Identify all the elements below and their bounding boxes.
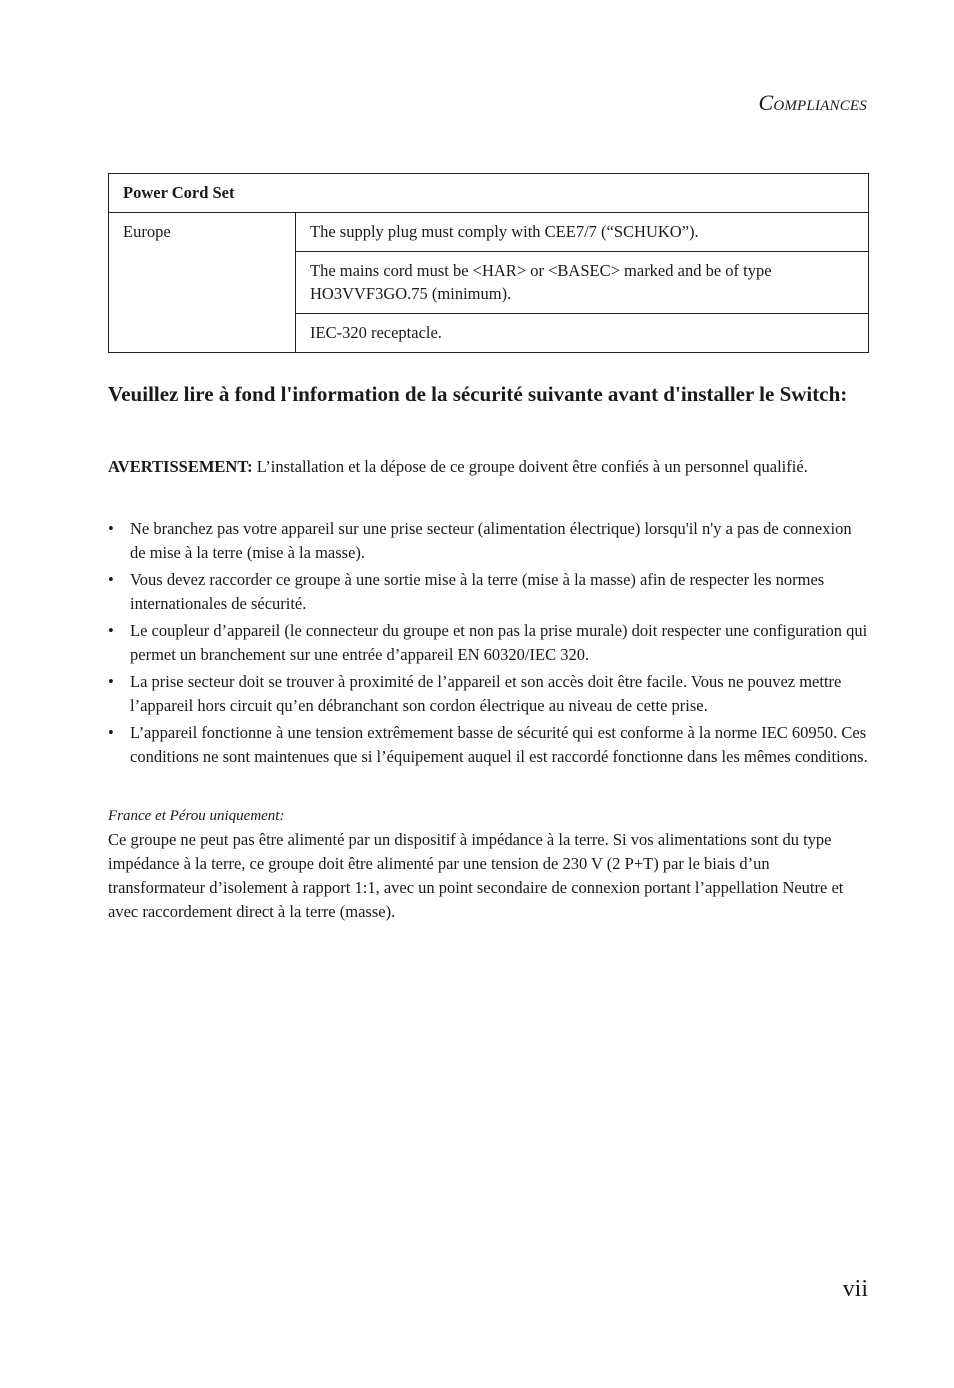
bullet-icon: • bbox=[108, 723, 114, 742]
bullet-icon: • bbox=[108, 672, 114, 691]
list-item-text: Vous devez raccorder ce groupe à une sortie mise à la terre (mise à la masse) afin de respecter les normes internationales de sécurité. bbox=[130, 570, 825, 613]
safety-heading: Veuillez lire à fond l'information de la sécurité suivante avant d'installer le Switch: bbox=[108, 382, 848, 406]
france-peru-label: France et Pérou uniquement: bbox=[108, 808, 285, 824]
safety-bullet-list bbox=[108, 517, 870, 772]
list-item-text: Ne branchez pas votre appareil sur une prise secteur (alimentation électrique) lorsqu'il n'y a pas de connexion de mise à la terre (mise à la masse). bbox=[130, 519, 852, 562]
france-peru-paragraph: Ce groupe ne peut pas être alimenté par un dispositif à impédance à la terre. Si vos alimentations sont du type impédance à la terre, ce groupe doit être alimenté par une tension de 230 V (2 P+T) par le biais d’un transformateur d’isolement à rapport 1:1, avec un point secondaire de connexion portant l’appellation Neutre et avec raccordement direct à la terre (masse). bbox=[108, 830, 844, 921]
requirement-cell: IEC-320 receptacle. bbox=[296, 314, 869, 353]
table-header-row bbox=[109, 174, 869, 213]
warning-text: L’installation et la dépose de ce groupe doivent être confiés à un personnel qualifié. bbox=[252, 457, 808, 476]
list-item-text: L’appareil fonctionne à une tension extrêmement basse de sécurité qui est conforme à la norme IEC 60950. Ces conditions ne sont maintenues que si l’équipement auquel il est raccordé fonctionne dans les mêmes conditions. bbox=[130, 723, 868, 766]
bullet-icon: • bbox=[108, 570, 114, 589]
page-number: vii bbox=[842, 1276, 868, 1302]
requirement-cell: The mains cord must be <HAR> or <BASEC> marked and be of type HO3VVF3GO.75 (minimum). bbox=[296, 252, 869, 314]
list-item bbox=[108, 517, 870, 565]
warning-label: AVERTISSEMENT: bbox=[108, 457, 253, 476]
bullet-icon: • bbox=[108, 621, 114, 640]
running-header-title: Compliances bbox=[758, 90, 867, 115]
warning-paragraph bbox=[108, 455, 870, 479]
bullet-icon: • bbox=[108, 519, 114, 538]
list-item-text: La prise secteur doit se trouver à proximité de l’appareil et son accès doit être facile. Vous ne pouvez mettre l’appareil hors circuit qu’en débranchant son cordon électrique au niveau de cette prise. bbox=[130, 672, 842, 715]
list-item bbox=[108, 619, 870, 667]
list-item bbox=[108, 721, 870, 769]
table-row bbox=[109, 213, 869, 252]
table-title-cell: Power Cord Set bbox=[109, 174, 869, 213]
list-item bbox=[108, 568, 870, 616]
requirement-cell: The supply plug must comply with CEE7/7 (“SCHUKO”). bbox=[296, 213, 869, 252]
list-item bbox=[108, 670, 870, 718]
power-cord-table bbox=[108, 173, 869, 353]
list-item-text: Le coupleur d’appareil (le connecteur du groupe et non pas la prise murale) doit respecter une configuration qui permet un branchement sur une entrée d’appareil EN 60320/IEC 320. bbox=[130, 621, 868, 664]
region-cell: Europe bbox=[109, 213, 296, 353]
